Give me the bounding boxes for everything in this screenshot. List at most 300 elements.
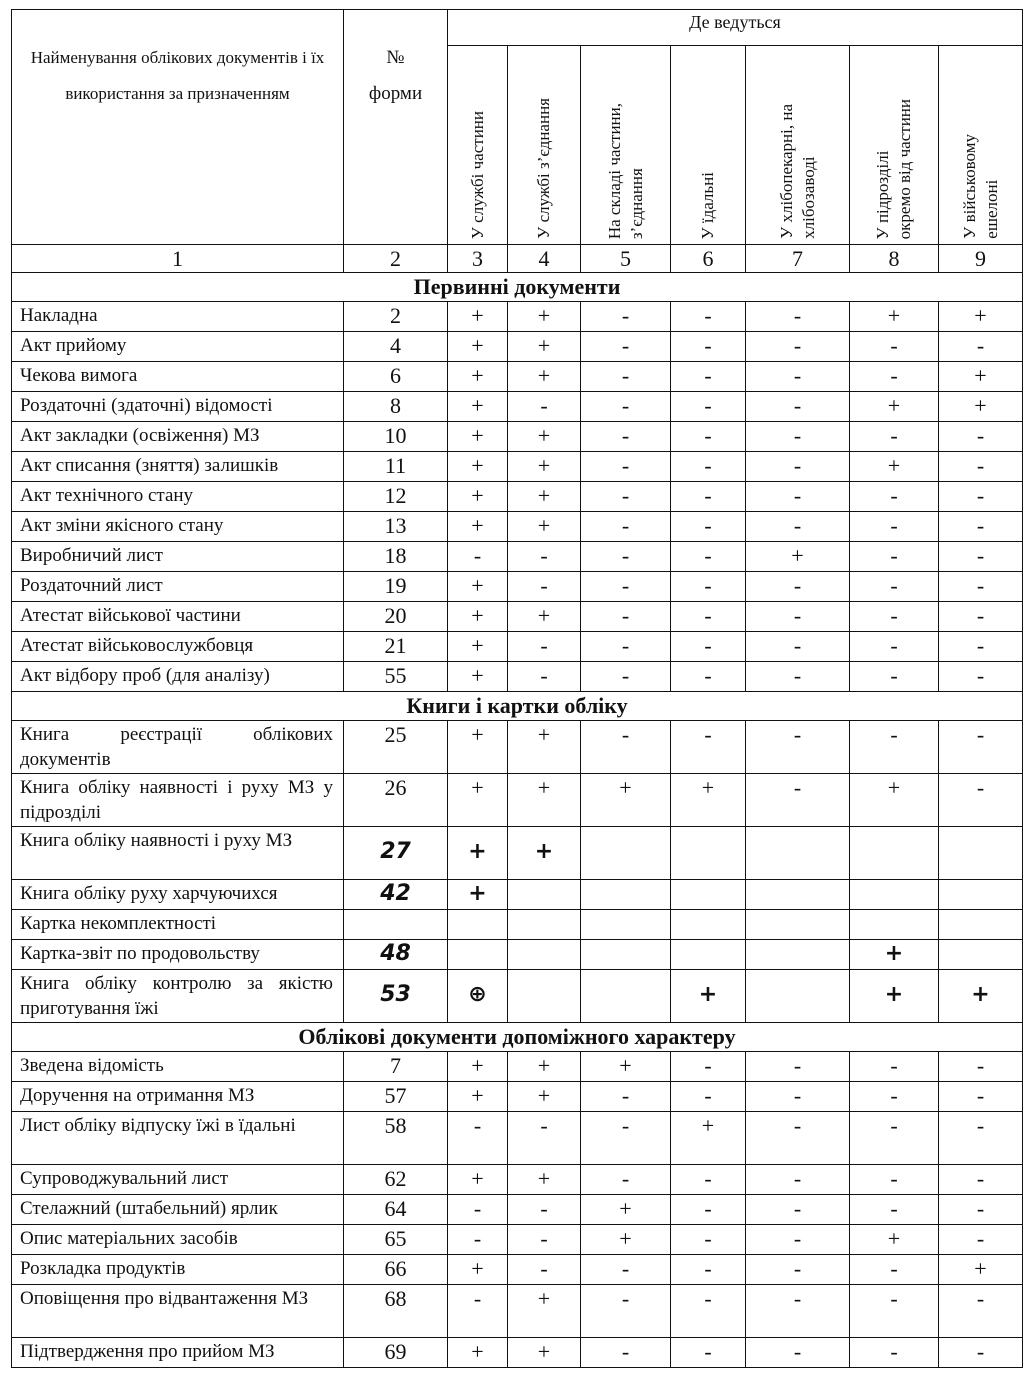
table-row xyxy=(12,1225,1023,1255)
usage-mark: + xyxy=(850,392,939,422)
table-body xyxy=(12,273,1023,1368)
table-row xyxy=(12,482,1023,512)
usage-mark: + xyxy=(448,602,508,632)
usage-mark xyxy=(448,910,508,940)
form-number: 26 xyxy=(344,774,448,827)
column-number: 7 xyxy=(746,245,850,273)
usage-mark: - xyxy=(746,482,850,512)
table-row xyxy=(12,662,1023,692)
usage-mark: + xyxy=(448,1082,508,1112)
usage-mark: - xyxy=(939,452,1023,482)
usage-mark: - xyxy=(939,542,1023,572)
header-row-top xyxy=(12,10,1023,46)
usage-mark: - xyxy=(671,721,746,774)
usage-mark: + xyxy=(939,970,1023,1023)
usage-mark: + xyxy=(508,362,581,392)
header-location-9 xyxy=(939,46,1023,245)
form-number: 18 xyxy=(344,542,448,572)
usage-mark: - xyxy=(671,1195,746,1225)
usage-mark xyxy=(671,910,746,940)
document-name: Чекова вимога xyxy=(12,362,344,392)
usage-mark: - xyxy=(939,1082,1023,1112)
table-row xyxy=(12,721,1023,774)
document-name: Лист обліку відпуску їжі в їдальні xyxy=(12,1112,344,1165)
header-location-5 xyxy=(581,46,671,245)
usage-mark: + xyxy=(448,452,508,482)
usage-mark: + xyxy=(448,482,508,512)
usage-mark: + xyxy=(508,1285,581,1338)
table-row xyxy=(12,1285,1023,1338)
form-number xyxy=(344,910,448,940)
usage-mark: + xyxy=(671,1112,746,1165)
usage-mark: + xyxy=(508,1165,581,1195)
form-number: 69 xyxy=(344,1338,448,1368)
usage-mark: + xyxy=(850,970,939,1023)
usage-mark: + xyxy=(939,302,1023,332)
section-title: Книги і картки обліку xyxy=(12,692,1023,721)
usage-mark: + xyxy=(448,632,508,662)
usage-mark: - xyxy=(581,1165,671,1195)
usage-mark: - xyxy=(508,632,581,662)
usage-mark: + xyxy=(850,774,939,827)
usage-mark xyxy=(581,827,671,880)
table-row xyxy=(12,302,1023,332)
usage-mark xyxy=(939,910,1023,940)
document-name: Оповіщення про відвантаження МЗ xyxy=(12,1285,344,1338)
usage-mark: - xyxy=(581,332,671,362)
table-row xyxy=(12,632,1023,662)
document-name: Книга реєстрації облікових документів xyxy=(12,721,344,774)
usage-mark: + xyxy=(508,422,581,452)
usage-mark: - xyxy=(508,1195,581,1225)
usage-mark: - xyxy=(671,1052,746,1082)
document-name: Акт технічного стану xyxy=(12,482,344,512)
usage-mark: - xyxy=(581,362,671,392)
usage-mark: - xyxy=(581,512,671,542)
usage-mark: + xyxy=(448,512,508,542)
usage-mark: - xyxy=(746,332,850,362)
usage-mark: - xyxy=(850,632,939,662)
document-name: Опис матеріальних засобів xyxy=(12,1225,344,1255)
usage-mark: - xyxy=(746,632,850,662)
usage-mark: + xyxy=(448,1255,508,1285)
usage-mark: - xyxy=(581,302,671,332)
usage-mark: - xyxy=(671,1165,746,1195)
usage-mark: - xyxy=(746,1255,850,1285)
usage-mark: + xyxy=(508,602,581,632)
usage-mark xyxy=(850,827,939,880)
usage-mark: + xyxy=(508,482,581,512)
document-name: Підтвердження про прийом МЗ xyxy=(12,1338,344,1368)
column-number: 5 xyxy=(581,245,671,273)
usage-mark: - xyxy=(850,1285,939,1338)
table-row xyxy=(12,422,1023,452)
usage-mark: - xyxy=(746,512,850,542)
usage-mark: - xyxy=(850,1338,939,1368)
usage-mark: - xyxy=(671,602,746,632)
usage-mark: - xyxy=(850,482,939,512)
usage-mark: - xyxy=(850,662,939,692)
form-number: 53 xyxy=(344,970,448,1023)
usage-mark: + xyxy=(508,452,581,482)
table-row xyxy=(12,362,1023,392)
usage-mark: - xyxy=(671,1225,746,1255)
usage-mark: - xyxy=(850,721,939,774)
usage-mark: + xyxy=(448,662,508,692)
document-name: Книга обліку руху харчуючихся xyxy=(12,880,344,910)
document-name: Зведена відомість xyxy=(12,1052,344,1082)
usage-mark: - xyxy=(850,1255,939,1285)
usage-mark: - xyxy=(581,1255,671,1285)
usage-mark: + xyxy=(939,1255,1023,1285)
usage-mark: - xyxy=(508,1112,581,1165)
form-number: 66 xyxy=(344,1255,448,1285)
usage-mark: - xyxy=(746,362,850,392)
usage-mark: - xyxy=(746,662,850,692)
section-title: Первинні документи xyxy=(12,273,1023,302)
form-number: 27 xyxy=(344,827,448,880)
usage-mark: - xyxy=(939,512,1023,542)
usage-mark: - xyxy=(581,632,671,662)
usage-mark: - xyxy=(581,1285,671,1338)
usage-mark: - xyxy=(448,1112,508,1165)
form-number: 62 xyxy=(344,1165,448,1195)
document-name: Стелажний (штабельний) ярлик xyxy=(12,1195,344,1225)
usage-mark: - xyxy=(939,1195,1023,1225)
usage-mark: + xyxy=(508,332,581,362)
table-row xyxy=(12,1195,1023,1225)
header-location-text: У хлібопекарні, на хлібозаводі xyxy=(776,104,818,239)
usage-mark: + xyxy=(508,512,581,542)
document-name: Книга обліку контролю за якістю приготування їжі xyxy=(12,970,344,1023)
usage-mark: - xyxy=(746,774,850,827)
form-number: 6 xyxy=(344,362,448,392)
usage-mark: - xyxy=(746,1225,850,1255)
column-number: 8 xyxy=(850,245,939,273)
column-number: 4 xyxy=(508,245,581,273)
usage-mark xyxy=(448,940,508,970)
usage-mark xyxy=(508,910,581,940)
usage-mark: - xyxy=(850,422,939,452)
usage-mark xyxy=(671,827,746,880)
usage-mark: - xyxy=(671,452,746,482)
usage-mark: - xyxy=(671,542,746,572)
usage-mark: - xyxy=(850,1082,939,1112)
usage-mark: - xyxy=(939,572,1023,602)
usage-mark: - xyxy=(939,1225,1023,1255)
usage-mark: - xyxy=(939,602,1023,632)
usage-mark: - xyxy=(746,452,850,482)
table-row xyxy=(12,332,1023,362)
document-name: Доручення на отримання МЗ xyxy=(12,1082,344,1112)
header-location-text: У військовому ешелоні xyxy=(959,134,1001,239)
form-number: 58 xyxy=(344,1112,448,1165)
usage-mark: - xyxy=(746,572,850,602)
usage-mark: - xyxy=(850,602,939,632)
header-form-column xyxy=(344,10,448,245)
section-header-row xyxy=(12,1023,1023,1052)
header-location-text: У підрозділі окремо від частини xyxy=(873,98,914,239)
document-name: Книга обліку наявності і руху МЗ у підрозділі xyxy=(12,774,344,827)
header-location-3 xyxy=(448,46,508,245)
usage-mark: + xyxy=(939,362,1023,392)
usage-mark: - xyxy=(939,1112,1023,1165)
document-name: Атестат військової частини xyxy=(12,602,344,632)
document-name: Книга обліку наявності і руху МЗ xyxy=(12,827,344,880)
usage-mark: + xyxy=(448,422,508,452)
header-where-column: Де ведуться xyxy=(448,10,1023,46)
form-number: 68 xyxy=(344,1285,448,1338)
form-number: 48 xyxy=(344,940,448,970)
usage-mark: - xyxy=(850,1112,939,1165)
usage-mark: - xyxy=(581,662,671,692)
usage-mark: - xyxy=(581,602,671,632)
usage-mark: - xyxy=(671,662,746,692)
header-name-column: Найменування облікових документів і їх використання за призначенням xyxy=(12,10,344,245)
document-name: Роздаточний лист xyxy=(12,572,344,602)
usage-mark: + xyxy=(448,392,508,422)
usage-mark xyxy=(746,910,850,940)
table-row xyxy=(12,1052,1023,1082)
usage-mark: + xyxy=(508,774,581,827)
table-row xyxy=(12,774,1023,827)
form-number: 42 xyxy=(344,880,448,910)
usage-mark: - xyxy=(671,1255,746,1285)
usage-mark: - xyxy=(508,392,581,422)
document-name: Акт зміни якісного стану xyxy=(12,512,344,542)
table-row xyxy=(12,452,1023,482)
usage-mark xyxy=(939,880,1023,910)
usage-mark: - xyxy=(939,721,1023,774)
usage-mark: - xyxy=(939,774,1023,827)
usage-mark: + xyxy=(448,774,508,827)
usage-mark: - xyxy=(581,721,671,774)
header-location-text: У службі з’єднання xyxy=(534,98,553,239)
usage-mark xyxy=(581,880,671,910)
usage-mark: - xyxy=(746,392,850,422)
usage-mark: - xyxy=(850,332,939,362)
usage-mark xyxy=(746,880,850,910)
usage-mark xyxy=(850,910,939,940)
usage-mark: - xyxy=(746,1285,850,1338)
table-row xyxy=(12,1338,1023,1368)
usage-mark: - xyxy=(671,1338,746,1368)
usage-mark: - xyxy=(508,1255,581,1285)
usage-mark: - xyxy=(581,392,671,422)
usage-mark: + xyxy=(508,721,581,774)
usage-mark: + xyxy=(746,542,850,572)
column-number: 2 xyxy=(344,245,448,273)
usage-mark: - xyxy=(746,1052,850,1082)
usage-mark: - xyxy=(746,602,850,632)
usage-mark: - xyxy=(671,362,746,392)
usage-mark: + xyxy=(508,1082,581,1112)
usage-mark: + xyxy=(508,1338,581,1368)
column-number: 1 xyxy=(12,245,344,273)
document-name: Атестат військовослужбовця xyxy=(12,632,344,662)
usage-mark: + xyxy=(508,827,581,880)
table-row xyxy=(12,1112,1023,1165)
usage-mark: - xyxy=(850,542,939,572)
usage-mark: - xyxy=(939,1052,1023,1082)
form-number: 65 xyxy=(344,1225,448,1255)
usage-mark: + xyxy=(448,1052,508,1082)
usage-mark: - xyxy=(746,1165,850,1195)
usage-mark: + xyxy=(448,721,508,774)
usage-mark xyxy=(746,827,850,880)
form-number: 8 xyxy=(344,392,448,422)
usage-mark: + xyxy=(448,302,508,332)
header-location-8 xyxy=(850,46,939,245)
usage-mark: - xyxy=(581,1112,671,1165)
form-number: 19 xyxy=(344,572,448,602)
usage-mark: ⊕ xyxy=(448,970,508,1023)
usage-mark: - xyxy=(671,392,746,422)
usage-mark: + xyxy=(850,302,939,332)
usage-mark: - xyxy=(746,721,850,774)
table-row xyxy=(12,1082,1023,1112)
usage-mark xyxy=(581,940,671,970)
usage-mark: + xyxy=(448,1165,508,1195)
section-header-row xyxy=(12,692,1023,721)
usage-mark: - xyxy=(581,422,671,452)
usage-mark: + xyxy=(939,392,1023,422)
usage-mark: - xyxy=(850,512,939,542)
usage-mark: - xyxy=(939,1285,1023,1338)
usage-mark: + xyxy=(508,1052,581,1082)
header-location-4 xyxy=(508,46,581,245)
usage-mark xyxy=(939,827,1023,880)
table-row xyxy=(12,602,1023,632)
usage-mark: + xyxy=(850,1225,939,1255)
form-number: 2 xyxy=(344,302,448,332)
usage-mark: - xyxy=(671,482,746,512)
usage-mark: - xyxy=(581,542,671,572)
header-location-text: У їдальні xyxy=(698,171,717,239)
usage-mark: + xyxy=(581,1195,671,1225)
usage-mark: - xyxy=(581,1082,671,1112)
form-number: 21 xyxy=(344,632,448,662)
column-number-row xyxy=(12,245,1023,273)
usage-mark: - xyxy=(671,1285,746,1338)
usage-mark xyxy=(581,910,671,940)
column-number: 3 xyxy=(448,245,508,273)
table-row xyxy=(12,542,1023,572)
table-row xyxy=(12,970,1023,1023)
table-row xyxy=(12,512,1023,542)
usage-mark: - xyxy=(939,632,1023,662)
usage-mark: - xyxy=(850,1052,939,1082)
form-number: 20 xyxy=(344,602,448,632)
section-header-row xyxy=(12,273,1023,302)
header-location-text: У службі частини xyxy=(467,110,487,239)
document-name: Накладна xyxy=(12,302,344,332)
usage-mark: - xyxy=(939,422,1023,452)
section-title: Облікові документи допоміжного характеру xyxy=(12,1023,1023,1052)
usage-mark: + xyxy=(581,1225,671,1255)
form-number: 4 xyxy=(344,332,448,362)
usage-mark: - xyxy=(448,1225,508,1255)
usage-mark: + xyxy=(448,332,508,362)
table-row xyxy=(12,910,1023,940)
usage-mark: - xyxy=(746,1195,850,1225)
usage-mark: - xyxy=(671,302,746,332)
table-row xyxy=(12,1255,1023,1285)
usage-mark: + xyxy=(448,880,508,910)
accounting-documents-table xyxy=(11,9,1023,1368)
column-number: 9 xyxy=(939,245,1023,273)
document-name: Акт списання (зняття) залишків xyxy=(12,452,344,482)
usage-mark: - xyxy=(939,332,1023,362)
usage-mark: + xyxy=(581,1052,671,1082)
usage-mark xyxy=(746,970,850,1023)
usage-mark: - xyxy=(746,1338,850,1368)
usage-mark: - xyxy=(508,1225,581,1255)
table-row xyxy=(12,1165,1023,1195)
usage-mark: - xyxy=(671,332,746,362)
table-row xyxy=(12,827,1023,880)
form-number: 10 xyxy=(344,422,448,452)
form-number: 11 xyxy=(344,452,448,482)
usage-mark: - xyxy=(581,1338,671,1368)
usage-mark: - xyxy=(581,572,671,602)
usage-mark: + xyxy=(850,452,939,482)
usage-mark: - xyxy=(939,1165,1023,1195)
usage-mark xyxy=(508,880,581,910)
usage-mark: - xyxy=(671,512,746,542)
document-name: Картка-звіт по продовольству xyxy=(12,940,344,970)
usage-mark: - xyxy=(508,572,581,602)
usage-mark: - xyxy=(850,572,939,602)
usage-mark: - xyxy=(746,422,850,452)
usage-mark: - xyxy=(850,1195,939,1225)
document-name: Акт закладки (освіження) МЗ xyxy=(12,422,344,452)
usage-mark: - xyxy=(448,1195,508,1225)
usage-mark: - xyxy=(581,482,671,512)
document-name: Картка некомплектності xyxy=(12,910,344,940)
form-number: 25 xyxy=(344,721,448,774)
usage-mark: - xyxy=(671,572,746,602)
header-location-7 xyxy=(746,46,850,245)
usage-mark: - xyxy=(850,362,939,392)
document-name: Роздаточні (здаточні) відомості xyxy=(12,392,344,422)
usage-mark xyxy=(939,940,1023,970)
usage-mark: - xyxy=(939,662,1023,692)
form-number: 12 xyxy=(344,482,448,512)
usage-mark: + xyxy=(581,774,671,827)
column-number: 6 xyxy=(671,245,746,273)
usage-mark: + xyxy=(850,940,939,970)
header-location-6 xyxy=(671,46,746,245)
usage-mark: - xyxy=(508,662,581,692)
usage-mark: + xyxy=(448,572,508,602)
usage-mark: - xyxy=(850,1165,939,1195)
usage-mark xyxy=(671,940,746,970)
form-number: 13 xyxy=(344,512,448,542)
usage-mark: - xyxy=(508,542,581,572)
usage-mark: + xyxy=(448,362,508,392)
form-number: 55 xyxy=(344,662,448,692)
usage-mark: + xyxy=(671,774,746,827)
usage-mark xyxy=(671,880,746,910)
usage-mark: - xyxy=(448,1285,508,1338)
header-location-text: На складі частини, з’єднання xyxy=(604,102,646,239)
usage-mark xyxy=(581,970,671,1023)
table-row xyxy=(12,940,1023,970)
form-number: 7 xyxy=(344,1052,448,1082)
form-number: 57 xyxy=(344,1082,448,1112)
usage-mark xyxy=(746,940,850,970)
